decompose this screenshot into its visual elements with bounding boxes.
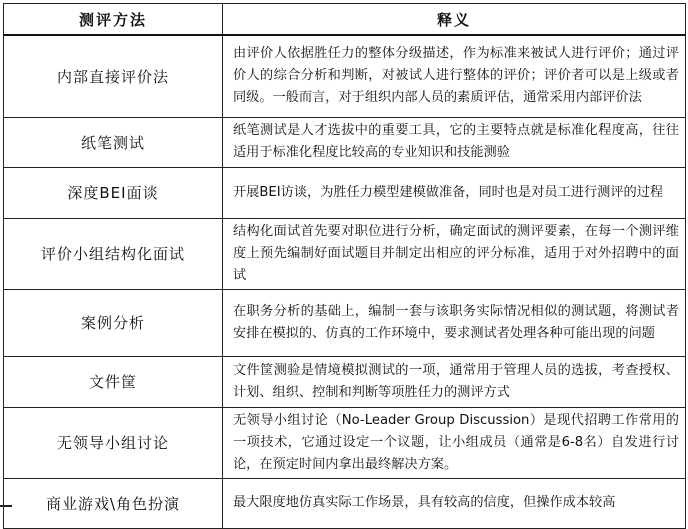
method-cell: 文件筐 — [4, 356, 223, 407]
assessment-methods-table — [3, 3, 686, 529]
table-row — [4, 117, 686, 167]
header-description: 释义 — [223, 4, 686, 36]
method-cell: 深度BEI面谈 — [4, 167, 223, 218]
method-cell: 内部直接评价法 — [4, 35, 223, 117]
method-cell: 评价小组结构化面试 — [4, 218, 223, 289]
table-row — [4, 218, 686, 289]
method-cell: 案例分析 — [4, 289, 223, 356]
page-edge-mark — [0, 496, 14, 512]
description-cell: 由评价人依据胜任力的整体分级描述，作为标准来被试人进行评价；通过评价人的综合分析和判断，对被试人进行整体的评价；评价者可以是上级或者同级。一般而言，对于组织内部人员的素质评估，通常采用内部评价法 — [223, 35, 686, 117]
description-cell: 结构化面试首先要对职位进行分析，确定面试的测评要素，在每一个测评维度上预先编制好面试题目并制定出相应的评分标准，适用于对外招聘中的面试 — [223, 218, 686, 289]
description-cell: 纸笔测试是人才选拔中的重要工具，它的主要特点就是标准化程度高，往往适用于标准化程度比较高的专业知识和技能测验 — [223, 117, 686, 167]
table-row — [4, 167, 686, 218]
table-row — [4, 35, 686, 117]
header-method: 测评方法 — [4, 4, 223, 36]
method-cell: 商业游戏\角色扮演 — [4, 478, 223, 528]
description-cell: 无领导小组讨论（No-Leader Group Discussion）是现代招聘工作常用的一项技术，它通过设定一个议题，让小组成员（通常是6-8名）自发进行讨论，在预定时间内拿出最终解决方案。 — [223, 407, 686, 478]
description-cell: 在职务分析的基础上，编制一套与该职务实际情况相似的测试题，将测试者安排在模拟的、仿真的工作环境中，要求测试者处理各种可能出现的问题 — [223, 289, 686, 356]
table-row — [4, 356, 686, 407]
table-row — [4, 478, 686, 528]
table-header-row — [4, 4, 686, 36]
description-cell: 开展BEI访谈，为胜任力模型建模做准备，同时也是对员工进行测评的过程 — [223, 167, 686, 218]
table-row — [4, 407, 686, 478]
method-cell: 纸笔测试 — [4, 117, 223, 167]
description-cell: 文件筐测验是情境模拟测试的一项，通常用于管理人员的选拔，考查授权、计划、组织、控制和判断等项胜任力的测评方式 — [223, 356, 686, 407]
description-cell: 最大限度地仿真实际工作场景，具有较高的信度，但操作成本较高 — [223, 478, 686, 528]
table-row — [4, 289, 686, 356]
method-cell: 无领导小组讨论 — [4, 407, 223, 478]
